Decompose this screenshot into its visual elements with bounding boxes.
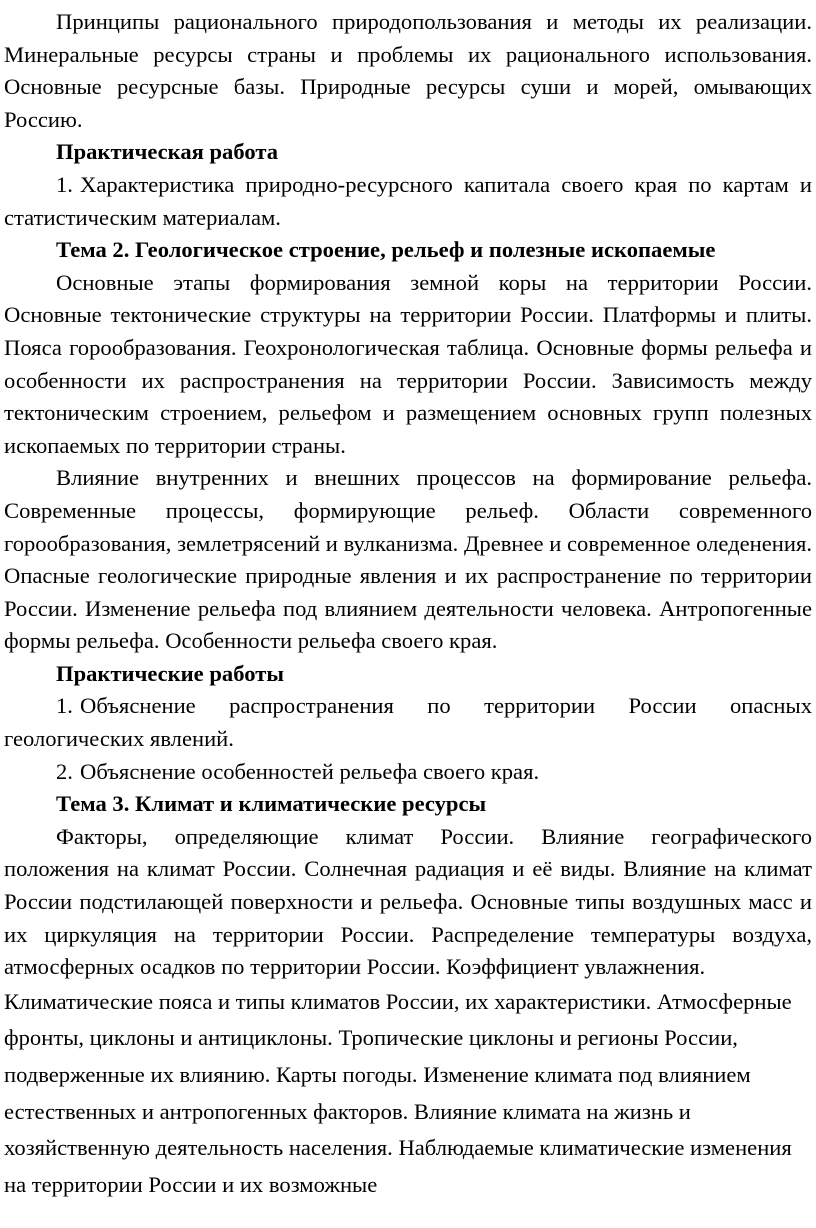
list-item-text: Объяснение распространения по территории России опасных геологических явлений. bbox=[4, 693, 812, 752]
practical-works-item-1 bbox=[4, 690, 812, 755]
list-item-number: 1. bbox=[56, 171, 73, 197]
list-item-text: Характеристика природно-ресурсного капитала своего края по картам и статистическим материалам. bbox=[4, 171, 812, 230]
practical-works-heading: Практические работы bbox=[56, 660, 284, 686]
topic-3-paragraph-1: Факторы, определяющие климат России. Влияние географического положения на климат России. Солнечная радиация и её виды. Влияние на климат России подстилающей поверхности и рельефа. Основные типы воздушных масс и их циркуляция на территории России. Распределение температуры воздуха, атмосферных осадков по территории России. Коэффициент увлажнения. bbox=[4, 823, 812, 980]
practical-works-item-2 bbox=[4, 756, 812, 789]
practical-work-heading: Практическая работа bbox=[56, 139, 279, 165]
practical-work-item bbox=[4, 169, 812, 234]
list-item-number: 2. bbox=[56, 758, 73, 784]
topic-2-heading: Тема 2. Геологическое строение, рельеф и полезные ископаемые bbox=[56, 237, 716, 263]
topic-3-paragraph-2: Климатические пояса и типы климатов России, их характеристики. Атмосферные фронты, циклоны и антициклоны. Тропические циклоны и регионы России, подверженные их влиянию. Карты погоды. Изменение климата под влиянием естественных и антропогенных факторов. Влияние климата на жизнь и хозяйственную деятельность населения. Наблюдаемые климатические изменения на территории России и их возможные bbox=[4, 988, 792, 1197]
list-item-text: Объяснение особенностей рельефа своего края. bbox=[80, 758, 540, 784]
topic-2-paragraph-2: Влияние внутренних и внешних процессов на формирование рельефа. Современные процессы, формирующие рельеф. Области современного горообразования, землетрясений и вулканизма. Древнее и современное оледенения. Опасные геологические природные явления и их распространение по территории России. Изменение рельефа под влиянием деятельности человека. Антропогенные формы рельефа. Особенности рельефа своего края. bbox=[4, 465, 812, 654]
topic-2-paragraph-1: Основные этапы формирования земной коры на территории России. Основные тектонические структуры на территории России. Платформы и плиты. Пояса горообразования. Геохронологическая таблица. Основные формы рельефа и особенности их распространения на территории России. Зависимость между тектоническим строением, рельефом и размещением основных групп полезных ископаемых по территории страны. bbox=[4, 269, 812, 458]
topic-3-heading: Тема 3. Климат и климатические ресурсы bbox=[56, 791, 487, 817]
list-item-number: 1. bbox=[56, 693, 73, 719]
intro-paragraph: Принципы рационального природопользования и методы их реализации. Минеральные ресурсы страны и проблемы их рационального использования. Основные ресурсные базы. Природные ресурсы суши и морей, омывающих Россию. bbox=[4, 9, 812, 132]
